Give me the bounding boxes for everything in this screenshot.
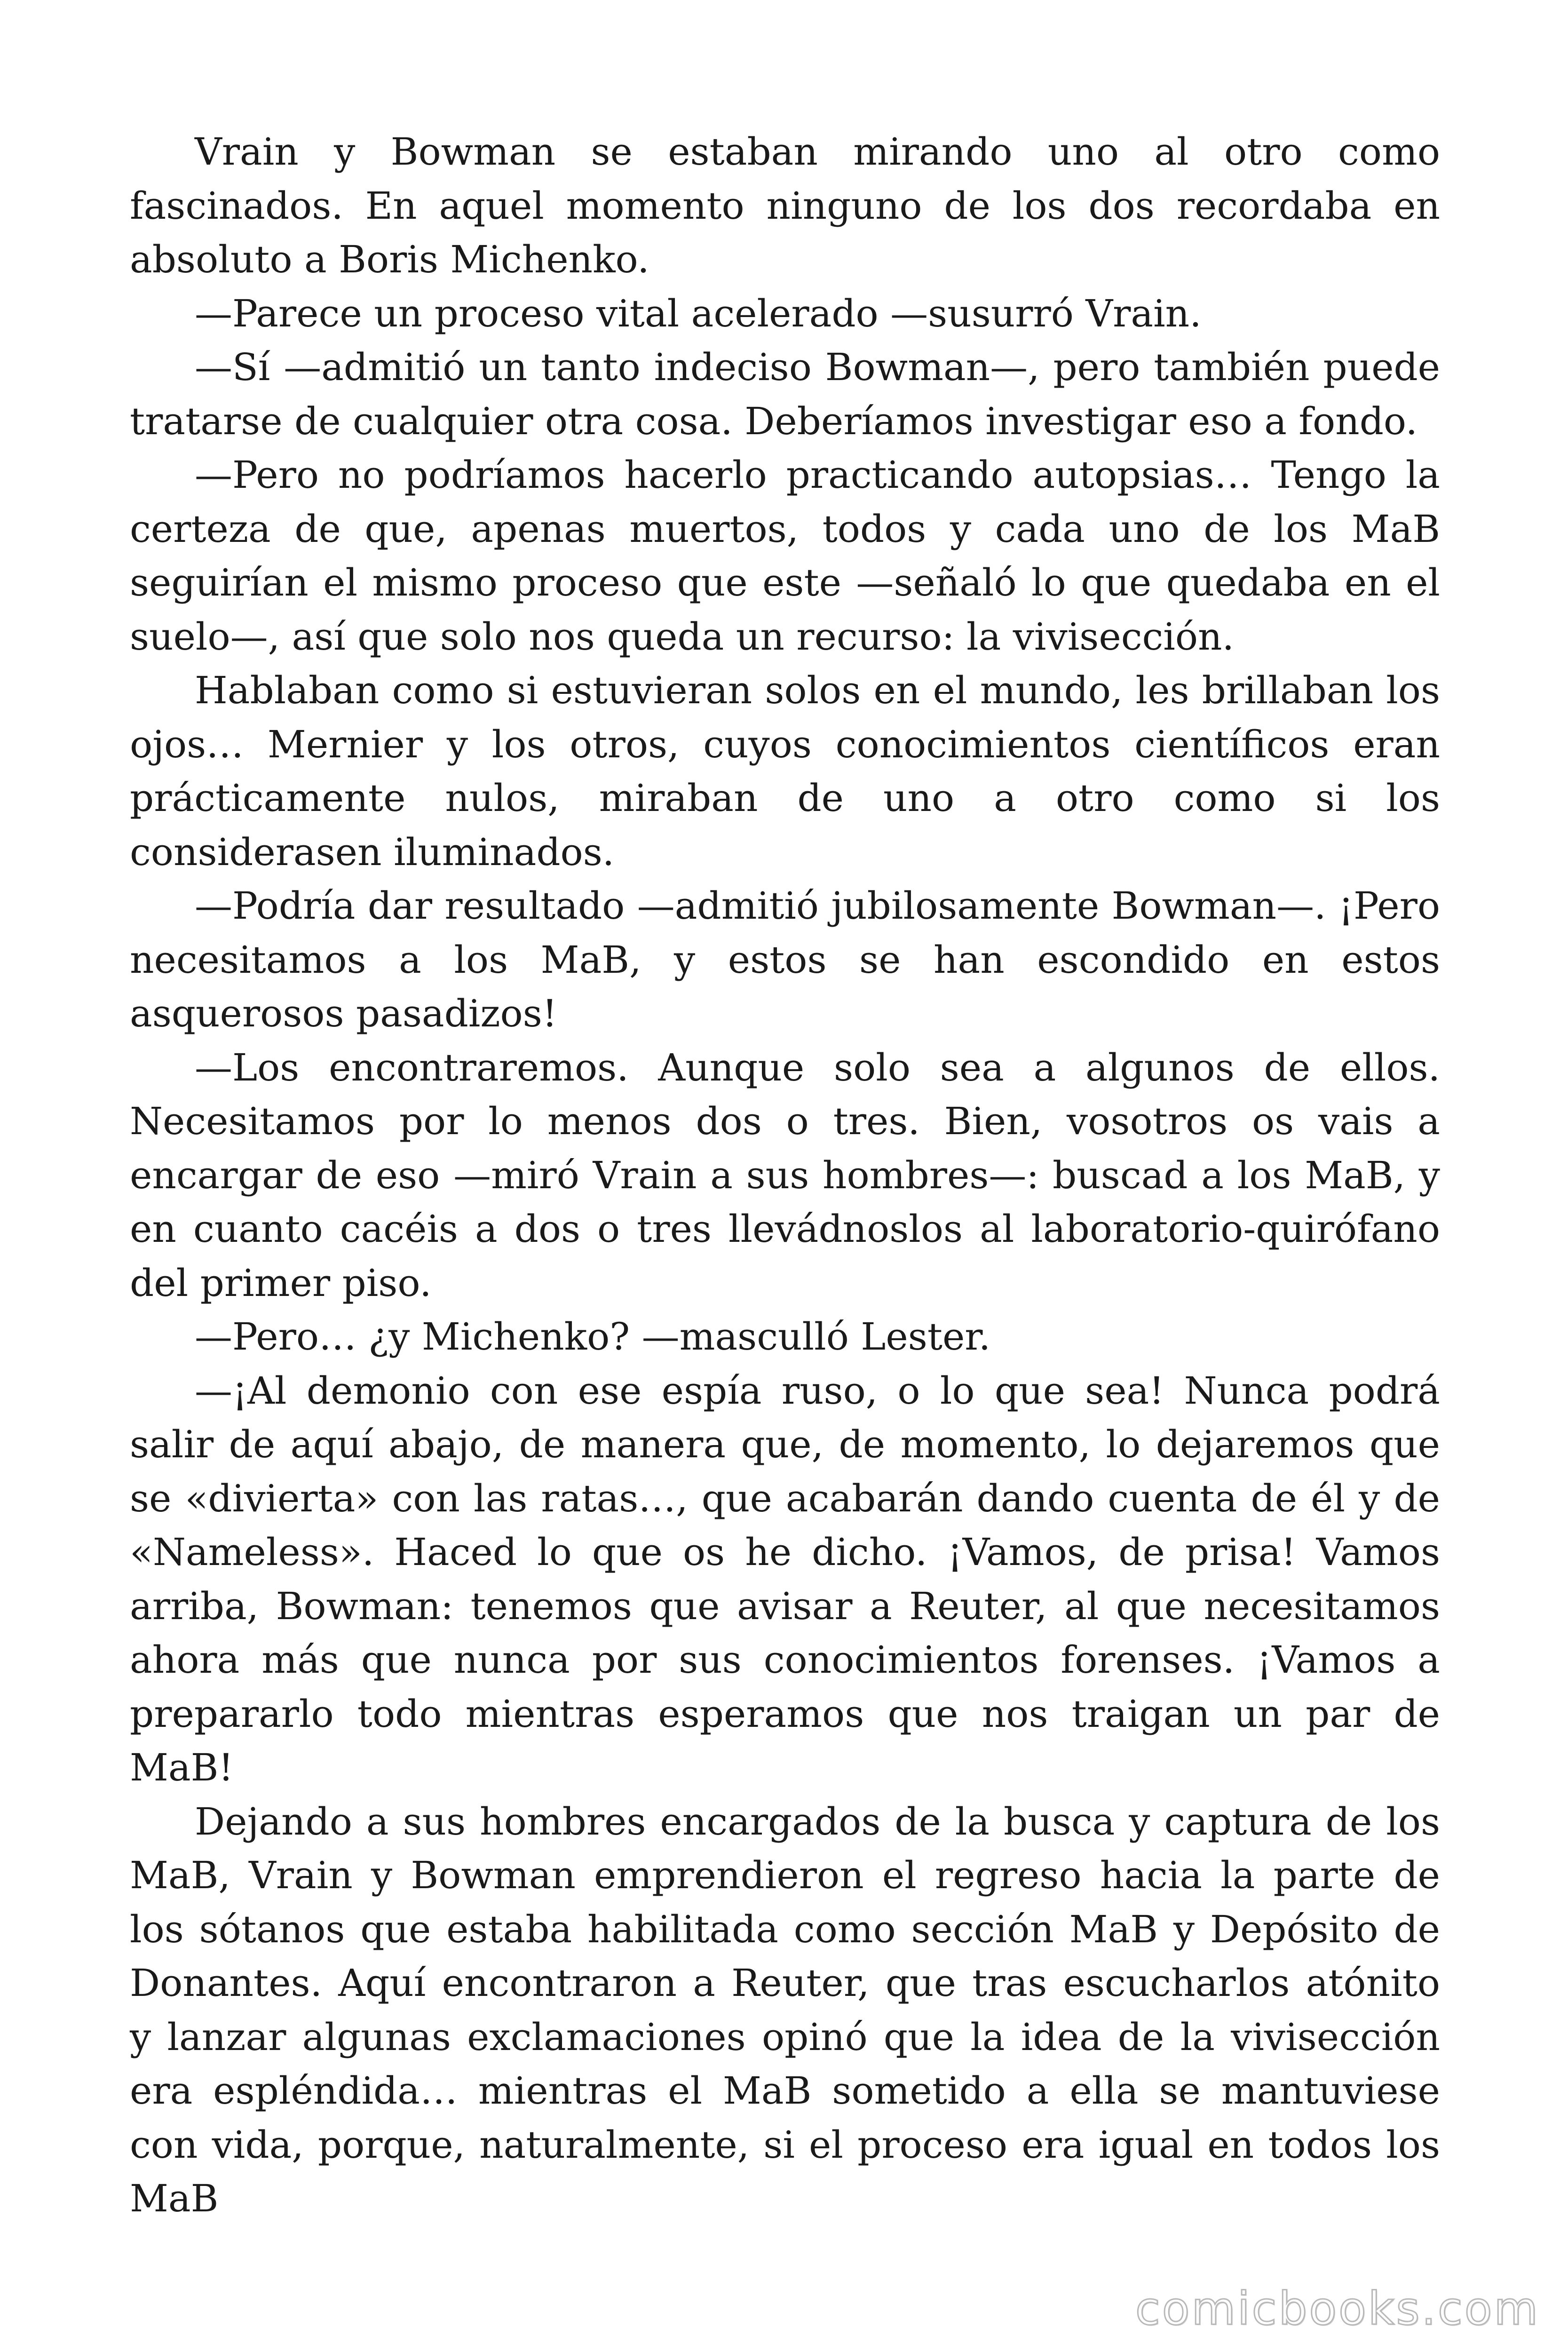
paragraph: —Parece un proceso vital acelerado —susurró Vrain. bbox=[195, 291, 1202, 335]
paragraph: —Pero… ¿y Michenko? —masculló Lester. bbox=[195, 1315, 991, 1359]
paragraph: —¡Al demonio con ese espía ruso, o lo que sea! Nunca podrá salir de aquí abajo, de manera que, de momento, lo dejaremos que se «divierta» con las ratas…, que acabarán dando cuenta de él y de «Nameless». Haced lo que os he dicho. ¡Vamos, de prisa! Vamos arriba, Bowman: tenemos que avisar a Reuter, al que necesitamos ahora más que nunca por sus conocimientos forenses. ¡Vamos a prepararlo todo mientras esperamos que nos traigan un par de MaB! bbox=[130, 1368, 1440, 1789]
paragraph: —Pero no podríamos hacerlo practicando autopsias… Tengo la certeza de que, apenas muertos, todos y cada uno de los MaB seguirían el mismo proceso que este —señaló lo que quedaba en el suelo—, así que solo nos queda un recurso: la vivisección. bbox=[130, 453, 1440, 659]
paragraph: Dejando a sus hombres encargados de la busca y captura de los MaB, Vrain y Bowman emprendieron el regreso hacia la parte de los sótanos que estaba habilitada como sección MaB y Depósito de Donantes. Aquí encontraron a Reuter, que tras escucharlos atónito y lanzar algunas exclamaciones opinó que la idea de la vivisección era espléndida… mientras el MaB sometido a ella se mantuviese con vida, porque, naturalmente, si el proceso era igual en todos los MaB bbox=[130, 1799, 1440, 2220]
paragraph: —Sí —admitió un tanto indeciso Bowman—, pero también puede tratarse de cualquier otra cosa. Deberíamos investigar eso a fondo. bbox=[130, 345, 1440, 443]
paragraph: Vrain y Bowman se estaban mirando uno al otro como fascinados. En aquel momento ninguno de los dos recordaba en absoluto a Boris Michenko. bbox=[130, 130, 1440, 281]
paragraph: Hablaban como si estuvieran solos en el mundo, les brillaban los ojos… Mernier y los otros, cuyos conocimientos científicos eran prácticamente nulos, miraban de uno a otro como si los considerasen iluminados. bbox=[130, 668, 1440, 874]
page-text bbox=[130, 125, 1440, 2226]
watermark: comicbooks.com bbox=[1135, 2282, 1540, 2335]
paragraph: —Podría dar resultado —admitió jubilosamente Bowman—. ¡Pero necesitamos a los MaB, y estos se han escondido en estos asquerosos pasadizos! bbox=[130, 884, 1440, 1035]
paragraph: —Los encontraremos. Aunque solo sea a algunos de ellos. Necesitamos por lo menos dos o tres. Bien, vosotros os vais a encargar de eso —miró Vrain a sus hombres—: buscad a los MaB, y en cuanto cacéis a dos o tres llevádnoslos al laboratorio-quirófano del primer piso. bbox=[130, 1045, 1440, 1305]
